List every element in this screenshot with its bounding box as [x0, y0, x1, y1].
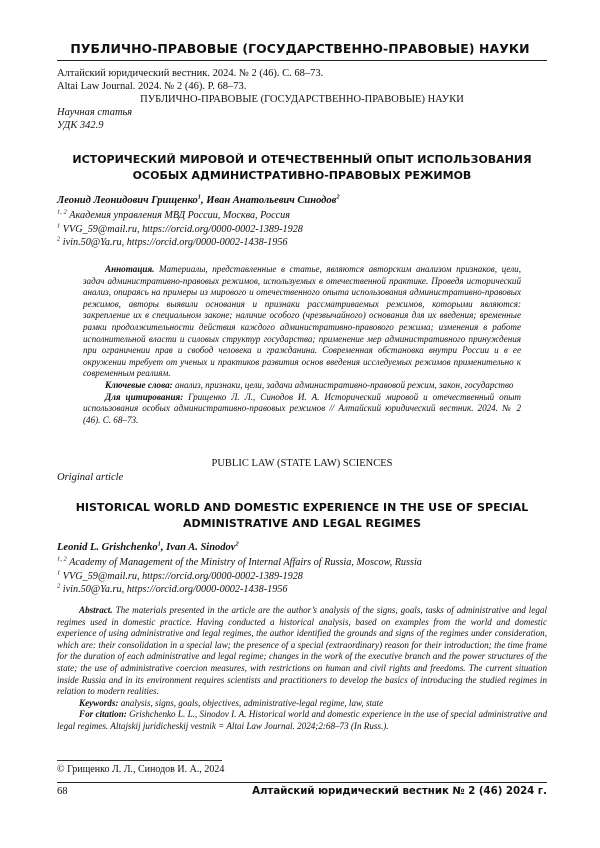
- abstract-paragraph: [57, 605, 547, 698]
- header-rule: [57, 60, 547, 61]
- affiliation-text: Академия управления МВД России, Москва, Россия: [69, 210, 290, 221]
- author-mark: 2: [336, 193, 340, 201]
- keywords-paragraph: [83, 380, 521, 392]
- contact-mark: 1: [57, 222, 61, 230]
- abstract-text: Материалы, представленные в статье, являются авторским анализом признаков, цели, задач административно-правовых режимов, используемых в отечественной практике. Проведя исторический анализ, опираясь на примеры из мирового и отечественного опыта использования административно-правовых режимов, авторы выявили основания и признаки рассматриваемых режимов, которыми являются: закрепление их в специальном законе; наличие особого (чрезвычайного) основания для их введения; временные рамки продолжительности действия каждого административно-правового режима; изменения в работе исполнительной власти и силовых структур государства; применение мер административного принуждения при ограничении прав и свобод человека и гражданина. Современная обстановка внутри России и в ее окружении требует от ученых и практиков развития основ введения исследуемых режимов применительно к современным реалиям.: [83, 264, 521, 379]
- contact-line: [57, 236, 547, 250]
- title-line: ОСОБЫХ АДМИНИСТРАТИВНО-ПРАВОВЫХ РЕЖИМОВ: [132, 169, 472, 182]
- affiliation-text: Academy of Management of the Ministry of Internal Affairs of Russia, Moscow, Russia: [69, 557, 422, 568]
- citation-text: Грищенко Л. Л., Синодов И. А. Исторический мировой и отечественный опыт использования особых административно-правовых режимов // Алтайский юридический вестник. 2024. № 2 (46). С. 68–73.: [83, 391, 521, 425]
- author-mark: 1: [157, 540, 161, 548]
- citation-text: Grishchenko L. L., Sinodov I. A. Historical world and domestic experience in the use of special administrative and legal regimes. Altajskij juridicheskij vestnik = Altai Law Journal. 2024;2:68–73 (In Russ.).: [57, 709, 547, 731]
- article-title-ru: [57, 152, 547, 184]
- article-type-ru: Научная статья: [57, 107, 133, 118]
- section-heading-ru: ПУБЛИЧНО-ПРАВОВЫЕ (ГОСУДАРСТВЕННО-ПРАВОВЫЕ) НАУКИ: [140, 94, 464, 105]
- journal-footer: Алтайский юридический вестник № 2 (46) 2024 г.: [252, 786, 547, 797]
- contact-line: [57, 583, 547, 597]
- authors-ru: Леонид Леонидович Грищенко$^1$, Иван Анатольевич Синодов$^2$: [57, 193, 340, 206]
- author-name: Ivan A. Sinodov: [166, 542, 236, 553]
- affiliation-line: [57, 209, 547, 223]
- citation-paragraph: [83, 392, 521, 427]
- contact-line: [57, 223, 547, 237]
- article-type-en: Original article: [57, 472, 124, 483]
- section-heading-en: PUBLIC LAW (STATE LAW) SCIENCES: [211, 458, 393, 469]
- keywords-label: Ключевые слова:: [105, 379, 173, 390]
- abstract-label: Аннотация.: [105, 264, 155, 274]
- title-line: ИСТОРИЧЕСКИЙ МИРОВОЙ И ОТЕЧЕСТВЕННЫЙ ОПЫТ ИСПОЛЬЗОВАНИЯ: [72, 153, 532, 166]
- author-mark: 2: [235, 540, 239, 548]
- contact-text: VVG_59@mail.ru, https://orcid.org/0000-0002-1389-1928: [62, 223, 303, 235]
- keywords-label: Keywords:: [79, 697, 119, 708]
- author-name: Леонид Леонидович Грищенко: [57, 195, 198, 206]
- abstract-label: Abstract.: [79, 605, 113, 615]
- title-line: HISTORICAL WORLD AND DOMESTIC EXPERIENCE IN THE USE OF SPECIAL: [75, 501, 529, 514]
- author-mark: 1: [197, 193, 202, 201]
- contact-line: [57, 570, 547, 584]
- contact-mark: 2: [57, 583, 61, 591]
- citation-ru: Алтайский юридический вестник. 2024. № 2 (46). С. 68–73.: [57, 68, 324, 79]
- contact-text: ivin.50@Ya.ru, https://orcid.org/0000-0002-1438-1956: [62, 237, 288, 249]
- title-line: ADMINISTRATIVE AND LEGAL REGIMES: [182, 517, 422, 530]
- affiliation-mark: 1, 2: [57, 555, 67, 563]
- contact-mark: 2: [57, 236, 61, 244]
- contact-mark: 1: [57, 569, 61, 577]
- page-number: 68: [57, 786, 68, 797]
- citation-label: For citation:: [79, 709, 127, 720]
- footer-rule: [57, 782, 547, 783]
- abstract-text: The materials presented in the article are the author’s analysis of the signs, goals, tasks of administrative and legal regimes used in domestic practice. Having conducted a historical analysis, based on examples from the world and domestic experience of using administrative and legal regimes, the author identified the grounds and signs of the regimes under consideration, which are: their consolidation in a special law; the presence of a special (extraordinary) reason for their introduction; the time frame for the duration of each administrative and legal regime; changes in the work of the executive branch and the power structures of the state; the use of administrative coercion measures, with restrictions on human and civil rights and freedoms. The current situation inside Russia and in its environment requires scientists and practitioners to develop the basics of introducing the studied regimes in relation to modern realities.: [57, 605, 547, 697]
- citation-paragraph: [57, 709, 547, 732]
- affiliation-line: [57, 556, 547, 570]
- footnote-rule: [57, 760, 222, 761]
- keywords-paragraph: [57, 698, 547, 710]
- udk-code: УДК 342.9: [57, 120, 104, 131]
- citation-en: Altai Law Journal. 2024. № 2 (46). P. 68–73.: [57, 81, 247, 92]
- author-name: Leonid L. Grishchenko: [57, 542, 158, 553]
- citation-label: Для цитирования:: [105, 391, 184, 402]
- abstract-paragraph: [83, 264, 521, 380]
- running-head: ПУБЛИЧНО-ПРАВОВЫЕ (ГОСУДАРСТВЕННО-ПРАВОВЫЕ) НАУКИ: [70, 41, 530, 56]
- contact-text: ivin.50@Ya.ru, https://orcid.org/0000-0002-1438-1956: [62, 584, 288, 596]
- article-title-en: [57, 500, 547, 532]
- abstract-block-ru: [83, 264, 521, 426]
- abstract-block-en: [57, 605, 547, 733]
- keywords-text: анализ, признаки, цели, задачи административно-правовой режим, закон, государство: [174, 379, 514, 390]
- keywords-text: analysis, signs, goals, objectives, administrative-legal regime, law, state: [120, 697, 384, 708]
- authors-en: Leonid L. Grishchenko$^1$, Ivan A. Sinodov$^2$: [57, 540, 239, 553]
- affiliation-mark: 1, 2: [57, 208, 67, 216]
- affiliations-en: [57, 556, 547, 597]
- affiliations-ru: [57, 209, 547, 250]
- author-name: Иван Анатольевич Синодов: [206, 195, 337, 206]
- contact-text: VVG_59@mail.ru, https://orcid.org/0000-0002-1389-1928: [62, 570, 303, 582]
- copyright-footnote: © Грищенко Л. Л., Синодов И. А., 2024: [57, 764, 225, 775]
